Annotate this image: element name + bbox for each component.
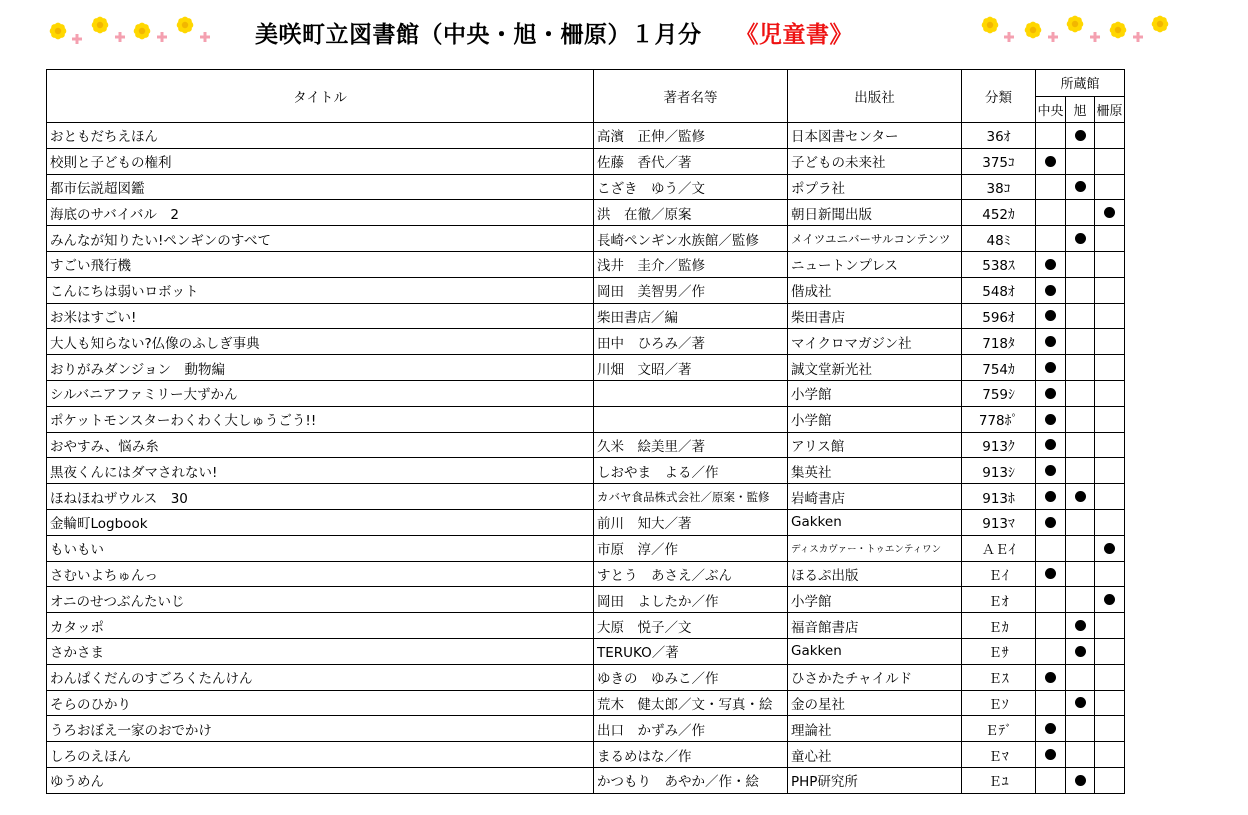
page-title: 美咲町立図書館（中央・旭・柵原）１月分 bbox=[255, 21, 702, 48]
classification-cell: 38ｺ bbox=[962, 174, 1036, 200]
classification-cell: 913ｸ bbox=[962, 432, 1036, 458]
classification-cell: Ｅｲ bbox=[962, 561, 1036, 587]
lib-chuo-cell bbox=[1036, 251, 1066, 277]
author-cell bbox=[594, 380, 788, 406]
book-title-cell: 都市伝説超図鑑 bbox=[47, 174, 594, 200]
holding-dot-icon bbox=[1045, 336, 1056, 347]
lib-chuo-cell bbox=[1036, 200, 1066, 226]
flower-icon bbox=[1067, 16, 1084, 33]
author-cell: 浅井 圭介／監修 bbox=[594, 251, 788, 277]
holding-dot-icon bbox=[1104, 594, 1115, 605]
lib-asahi-cell bbox=[1066, 509, 1095, 535]
lib-chuo-cell bbox=[1036, 174, 1066, 200]
book-title-cell: うろおぼえ一家のおでかけ bbox=[47, 716, 594, 742]
book-title-cell: そらのひかり bbox=[47, 690, 594, 716]
lib-yanahara-cell bbox=[1095, 509, 1125, 535]
classification-cell: 452ｶ bbox=[962, 200, 1036, 226]
author-cell: 岡田 美智男／作 bbox=[594, 277, 788, 303]
publisher-cell: ディスカヴァー・トゥエンティワン bbox=[788, 535, 962, 561]
classification-cell: 36ｵ bbox=[962, 123, 1036, 149]
header-lib-chuo: 中央 bbox=[1036, 96, 1066, 123]
flower-decoration-right bbox=[976, 10, 1176, 50]
lib-yanahara-cell bbox=[1095, 329, 1125, 355]
lib-yanahara-cell bbox=[1095, 638, 1125, 664]
lib-yanahara-cell bbox=[1095, 561, 1125, 587]
author-cell: TERUKO／著 bbox=[594, 638, 788, 664]
book-title-cell: こんにちは弱いロボット bbox=[47, 277, 594, 303]
lib-asahi-cell bbox=[1066, 587, 1095, 613]
category-label: 《児童書》 bbox=[735, 21, 853, 48]
plus-icon bbox=[1004, 32, 1014, 42]
lib-yanahara-cell bbox=[1095, 535, 1125, 561]
table-body bbox=[47, 123, 1125, 794]
lib-yanahara-cell bbox=[1095, 406, 1125, 432]
lib-chuo-cell bbox=[1036, 277, 1066, 303]
author-cell: 川畑 文昭／著 bbox=[594, 355, 788, 381]
flower-icon bbox=[177, 17, 194, 34]
flower-icon bbox=[50, 23, 67, 40]
lib-chuo-cell bbox=[1036, 355, 1066, 381]
table-row bbox=[47, 484, 1125, 510]
book-title-cell: おやすみ、悩み糸 bbox=[47, 432, 594, 458]
author-cell: かつもり あやか／作・絵 bbox=[594, 767, 788, 793]
book-title-cell: ゆうめん bbox=[47, 767, 594, 793]
book-title-cell: さかさま bbox=[47, 638, 594, 664]
publisher-cell: 子どもの未来社 bbox=[788, 148, 962, 174]
header-holdings: 所蔵館 bbox=[1036, 70, 1125, 97]
publisher-cell: 集英社 bbox=[788, 458, 962, 484]
lib-yanahara-cell bbox=[1095, 277, 1125, 303]
classification-cell: Ｅｿ bbox=[962, 690, 1036, 716]
table-row bbox=[47, 200, 1125, 226]
lib-chuo-cell bbox=[1036, 664, 1066, 690]
publisher-cell: 童心社 bbox=[788, 742, 962, 768]
book-title-cell: ポケットモンスターわくわく大しゅうごう!! bbox=[47, 406, 594, 432]
table-row bbox=[47, 303, 1125, 329]
classification-cell: 754ｶ bbox=[962, 355, 1036, 381]
lib-chuo-cell bbox=[1036, 690, 1066, 716]
author-cell: 佐藤 香代／著 bbox=[594, 148, 788, 174]
table-row bbox=[47, 664, 1125, 690]
publisher-cell: 誠文堂新光社 bbox=[788, 355, 962, 381]
lib-asahi-cell bbox=[1066, 690, 1095, 716]
lib-yanahara-cell bbox=[1095, 148, 1125, 174]
lib-chuo-cell bbox=[1036, 432, 1066, 458]
publisher-cell: 小学館 bbox=[788, 587, 962, 613]
page-header bbox=[0, 0, 1248, 66]
publisher-cell: マイクロマガジン社 bbox=[788, 329, 962, 355]
lib-chuo-cell bbox=[1036, 303, 1066, 329]
publisher-cell: ほるぷ出版 bbox=[788, 561, 962, 587]
holding-dot-icon bbox=[1075, 491, 1086, 502]
holding-dot-icon bbox=[1045, 362, 1056, 373]
author-cell: ゆきの ゆみこ／作 bbox=[594, 664, 788, 690]
lib-chuo-cell bbox=[1036, 561, 1066, 587]
holding-dot-icon bbox=[1075, 620, 1086, 631]
book-title-cell: 黒夜くんにはダマされない! bbox=[47, 458, 594, 484]
classification-cell: Ｅｻ bbox=[962, 638, 1036, 664]
flower-icon bbox=[92, 17, 109, 34]
holding-dot-icon bbox=[1104, 207, 1115, 218]
book-title-cell: さむいよちゅんっ bbox=[47, 561, 594, 587]
holding-dot-icon bbox=[1075, 181, 1086, 192]
lib-asahi-cell bbox=[1066, 716, 1095, 742]
publisher-cell: 理論社 bbox=[788, 716, 962, 742]
classification-cell: ＡＥｲ bbox=[962, 535, 1036, 561]
lib-yanahara-cell bbox=[1095, 484, 1125, 510]
lib-chuo-cell bbox=[1036, 380, 1066, 406]
classification-cell: 596ｵ bbox=[962, 303, 1036, 329]
lib-yanahara-cell bbox=[1095, 226, 1125, 252]
lib-asahi-cell bbox=[1066, 277, 1095, 303]
lib-asahi-cell bbox=[1066, 200, 1095, 226]
holding-dot-icon bbox=[1075, 697, 1086, 708]
publisher-cell: Gakken bbox=[788, 638, 962, 664]
lib-asahi-cell bbox=[1066, 742, 1095, 768]
lib-asahi-cell bbox=[1066, 561, 1095, 587]
lib-yanahara-cell bbox=[1095, 432, 1125, 458]
holding-dot-icon bbox=[1045, 749, 1056, 760]
classification-cell: 913ﾏ bbox=[962, 509, 1036, 535]
classification-cell: Ｅﾏ bbox=[962, 742, 1036, 768]
book-title-cell: すごい飛行機 bbox=[47, 251, 594, 277]
lib-yanahara-cell bbox=[1095, 742, 1125, 768]
plus-icon bbox=[115, 32, 125, 42]
classification-cell: Ｅｶ bbox=[962, 613, 1036, 639]
book-title-cell: カタッポ bbox=[47, 613, 594, 639]
holding-dot-icon bbox=[1045, 259, 1056, 270]
classification-cell: 718ﾀ bbox=[962, 329, 1036, 355]
author-cell bbox=[594, 406, 788, 432]
lib-yanahara-cell bbox=[1095, 664, 1125, 690]
lib-chuo-cell bbox=[1036, 458, 1066, 484]
book-list-table bbox=[46, 69, 1125, 794]
author-cell: しおやま よる／作 bbox=[594, 458, 788, 484]
lib-asahi-cell bbox=[1066, 380, 1095, 406]
author-cell: 久米 絵美里／著 bbox=[594, 432, 788, 458]
lib-asahi-cell bbox=[1066, 767, 1095, 793]
author-cell: 岡田 よしたか／作 bbox=[594, 587, 788, 613]
lib-asahi-cell bbox=[1066, 458, 1095, 484]
lib-asahi-cell bbox=[1066, 535, 1095, 561]
holding-dot-icon bbox=[1075, 646, 1086, 657]
lib-chuo-cell bbox=[1036, 226, 1066, 252]
book-title-cell: 大人も知らない?仏像のふしぎ事典 bbox=[47, 329, 594, 355]
classification-cell: Ｅﾃﾞ bbox=[962, 716, 1036, 742]
lib-yanahara-cell bbox=[1095, 123, 1125, 149]
publisher-cell: 偕成社 bbox=[788, 277, 962, 303]
book-title-cell: もいもい bbox=[47, 535, 594, 561]
lib-chuo-cell bbox=[1036, 767, 1066, 793]
table-row bbox=[47, 561, 1125, 587]
publisher-cell: 小学館 bbox=[788, 380, 962, 406]
lib-yanahara-cell bbox=[1095, 767, 1125, 793]
header-class: 分類 bbox=[962, 70, 1036, 123]
flower-icon bbox=[1110, 22, 1127, 39]
lib-yanahara-cell bbox=[1095, 587, 1125, 613]
holding-dot-icon bbox=[1045, 672, 1056, 683]
book-title-cell: オニのせつぶんたいじ bbox=[47, 587, 594, 613]
lib-chuo-cell bbox=[1036, 329, 1066, 355]
lib-asahi-cell bbox=[1066, 406, 1095, 432]
table-row bbox=[47, 123, 1125, 149]
table-row bbox=[47, 767, 1125, 793]
table-row bbox=[47, 509, 1125, 535]
holding-dot-icon bbox=[1045, 491, 1056, 502]
holding-dot-icon bbox=[1045, 388, 1056, 399]
lib-asahi-cell bbox=[1066, 148, 1095, 174]
lib-asahi-cell bbox=[1066, 123, 1095, 149]
book-title-cell: ほねほねザウルス 30 bbox=[47, 484, 594, 510]
lib-asahi-cell bbox=[1066, 432, 1095, 458]
flower-icon bbox=[1025, 22, 1042, 39]
holding-dot-icon bbox=[1045, 439, 1056, 450]
book-title-cell: 金輪町Logbook bbox=[47, 509, 594, 535]
table-row bbox=[47, 277, 1125, 303]
book-title-cell: みんなが知りたい!ペンギンのすべて bbox=[47, 226, 594, 252]
lib-yanahara-cell bbox=[1095, 174, 1125, 200]
table-row bbox=[47, 174, 1125, 200]
lib-asahi-cell bbox=[1066, 484, 1095, 510]
classification-cell: Ｅｵ bbox=[962, 587, 1036, 613]
holding-dot-icon bbox=[1075, 130, 1086, 141]
table-row bbox=[47, 742, 1125, 768]
lib-chuo-cell bbox=[1036, 123, 1066, 149]
book-title-cell: お米はすごい! bbox=[47, 303, 594, 329]
plus-icon bbox=[200, 32, 210, 42]
table-row bbox=[47, 226, 1125, 252]
lib-chuo-cell bbox=[1036, 148, 1066, 174]
table-row bbox=[47, 690, 1125, 716]
lib-yanahara-cell bbox=[1095, 355, 1125, 381]
lib-asahi-cell bbox=[1066, 303, 1095, 329]
author-cell: まるめはな／作 bbox=[594, 742, 788, 768]
holding-dot-icon bbox=[1104, 543, 1115, 554]
header-lib-asahi: 旭 bbox=[1066, 96, 1095, 123]
lib-asahi-cell bbox=[1066, 355, 1095, 381]
publisher-cell: ポプラ社 bbox=[788, 174, 962, 200]
plus-icon bbox=[157, 32, 167, 42]
publisher-cell: 日本図書センター bbox=[788, 123, 962, 149]
author-cell: こざき ゆう／文 bbox=[594, 174, 788, 200]
lib-chuo-cell bbox=[1036, 638, 1066, 664]
classification-cell: 759ｼ bbox=[962, 380, 1036, 406]
table-row bbox=[47, 613, 1125, 639]
author-cell: 田中 ひろみ／著 bbox=[594, 329, 788, 355]
holding-dot-icon bbox=[1045, 517, 1056, 528]
flower-icon bbox=[1152, 16, 1169, 33]
plus-icon bbox=[1133, 32, 1143, 42]
publisher-cell: 金の星社 bbox=[788, 690, 962, 716]
holding-dot-icon bbox=[1045, 414, 1056, 425]
classification-cell: 548ｵ bbox=[962, 277, 1036, 303]
author-cell: すとう あさえ／ぶん bbox=[594, 561, 788, 587]
table-row bbox=[47, 638, 1125, 664]
author-cell: 市原 淳／作 bbox=[594, 535, 788, 561]
lib-yanahara-cell bbox=[1095, 613, 1125, 639]
author-cell: 洪 在徹／原案 bbox=[594, 200, 788, 226]
publisher-cell: 岩崎書店 bbox=[788, 484, 962, 510]
title-row bbox=[255, 14, 853, 50]
author-cell: 前川 知大／著 bbox=[594, 509, 788, 535]
table-row bbox=[47, 587, 1125, 613]
flower-decoration-left bbox=[44, 10, 219, 50]
lib-yanahara-cell bbox=[1095, 690, 1125, 716]
plus-icon bbox=[1090, 32, 1100, 42]
publisher-cell: 柴田書店 bbox=[788, 303, 962, 329]
lib-chuo-cell bbox=[1036, 535, 1066, 561]
author-cell: 高濱 正伸／監修 bbox=[594, 123, 788, 149]
lib-asahi-cell bbox=[1066, 613, 1095, 639]
flower-icon bbox=[134, 23, 151, 40]
author-cell: 荒木 健太郎／文・写真・絵 bbox=[594, 690, 788, 716]
table-row bbox=[47, 251, 1125, 277]
publisher-cell: 小学館 bbox=[788, 406, 962, 432]
plus-icon bbox=[72, 34, 82, 44]
classification-cell: 913ｼ bbox=[962, 458, 1036, 484]
flower-icon bbox=[982, 17, 999, 34]
book-title-cell: おりがみダンジョン 動物編 bbox=[47, 355, 594, 381]
holding-dot-icon bbox=[1045, 723, 1056, 734]
table-header bbox=[47, 70, 1125, 123]
author-cell: 長崎ペンギン水族館／監修 bbox=[594, 226, 788, 252]
author-cell: 出口 かずみ／作 bbox=[594, 716, 788, 742]
lib-chuo-cell bbox=[1036, 613, 1066, 639]
holding-dot-icon bbox=[1045, 285, 1056, 296]
classification-cell: 913ﾎ bbox=[962, 484, 1036, 510]
lib-chuo-cell bbox=[1036, 509, 1066, 535]
lib-chuo-cell bbox=[1036, 742, 1066, 768]
lib-yanahara-cell bbox=[1095, 716, 1125, 742]
book-title-cell: しろのえほん bbox=[47, 742, 594, 768]
publisher-cell: 朝日新聞出版 bbox=[788, 200, 962, 226]
table-row bbox=[47, 432, 1125, 458]
author-cell: 柴田書店／編 bbox=[594, 303, 788, 329]
lib-yanahara-cell bbox=[1095, 200, 1125, 226]
table-row bbox=[47, 329, 1125, 355]
table-row bbox=[47, 355, 1125, 381]
header-title: タイトル bbox=[47, 70, 594, 123]
lib-yanahara-cell bbox=[1095, 251, 1125, 277]
book-title-cell: シルバニアファミリー大ずかん bbox=[47, 380, 594, 406]
classification-cell: 48ﾐ bbox=[962, 226, 1036, 252]
lib-asahi-cell bbox=[1066, 174, 1095, 200]
book-title-cell: おともだちえほん bbox=[47, 123, 594, 149]
publisher-cell: ひさかたチャイルド bbox=[788, 664, 962, 690]
holding-dot-icon bbox=[1045, 465, 1056, 476]
header-publisher: 出版社 bbox=[788, 70, 962, 123]
publisher-cell: アリス館 bbox=[788, 432, 962, 458]
lib-yanahara-cell bbox=[1095, 303, 1125, 329]
lib-chuo-cell bbox=[1036, 716, 1066, 742]
lib-asahi-cell bbox=[1066, 638, 1095, 664]
classification-cell: Ｅﾕ bbox=[962, 767, 1036, 793]
lib-asahi-cell bbox=[1066, 329, 1095, 355]
table-row bbox=[47, 458, 1125, 484]
header-author: 著者名等 bbox=[594, 70, 788, 123]
publisher-cell: Gakken bbox=[788, 509, 962, 535]
lib-chuo-cell bbox=[1036, 587, 1066, 613]
classification-cell: 375ｺ bbox=[962, 148, 1036, 174]
classification-cell: 778ﾎﾟ bbox=[962, 406, 1036, 432]
lib-yanahara-cell bbox=[1095, 380, 1125, 406]
lib-yanahara-cell bbox=[1095, 458, 1125, 484]
holding-dot-icon bbox=[1045, 156, 1056, 167]
table-row bbox=[47, 716, 1125, 742]
lib-asahi-cell bbox=[1066, 664, 1095, 690]
lib-chuo-cell bbox=[1036, 406, 1066, 432]
lib-chuo-cell bbox=[1036, 484, 1066, 510]
holding-dot-icon bbox=[1075, 233, 1086, 244]
classification-cell: Ｅｽ bbox=[962, 664, 1036, 690]
publisher-cell: PHP研究所 bbox=[788, 767, 962, 793]
header-lib-yanahara: 柵原 bbox=[1095, 96, 1125, 123]
table-row bbox=[47, 535, 1125, 561]
table-row bbox=[47, 406, 1125, 432]
author-cell: 大原 悦子／文 bbox=[594, 613, 788, 639]
holding-dot-icon bbox=[1075, 775, 1086, 786]
table-row bbox=[47, 148, 1125, 174]
publisher-cell: 福音館書店 bbox=[788, 613, 962, 639]
table-row bbox=[47, 380, 1125, 406]
publisher-cell: ニュートンプレス bbox=[788, 251, 962, 277]
holding-dot-icon bbox=[1045, 310, 1056, 321]
book-title-cell: 海底のサバイバル 2 bbox=[47, 200, 594, 226]
plus-icon bbox=[1048, 32, 1058, 42]
classification-cell: 538ｽ bbox=[962, 251, 1036, 277]
holding-dot-icon bbox=[1045, 568, 1056, 579]
author-cell: カバヤ食品株式会社／原案・監修 bbox=[594, 484, 788, 510]
book-title-cell: わんぱくだんのすごろくたんけん bbox=[47, 664, 594, 690]
lib-asahi-cell bbox=[1066, 226, 1095, 252]
publisher-cell: メイツユニバーサルコンテンツ bbox=[788, 226, 962, 252]
lib-asahi-cell bbox=[1066, 251, 1095, 277]
book-title-cell: 校則と子どもの権利 bbox=[47, 148, 594, 174]
